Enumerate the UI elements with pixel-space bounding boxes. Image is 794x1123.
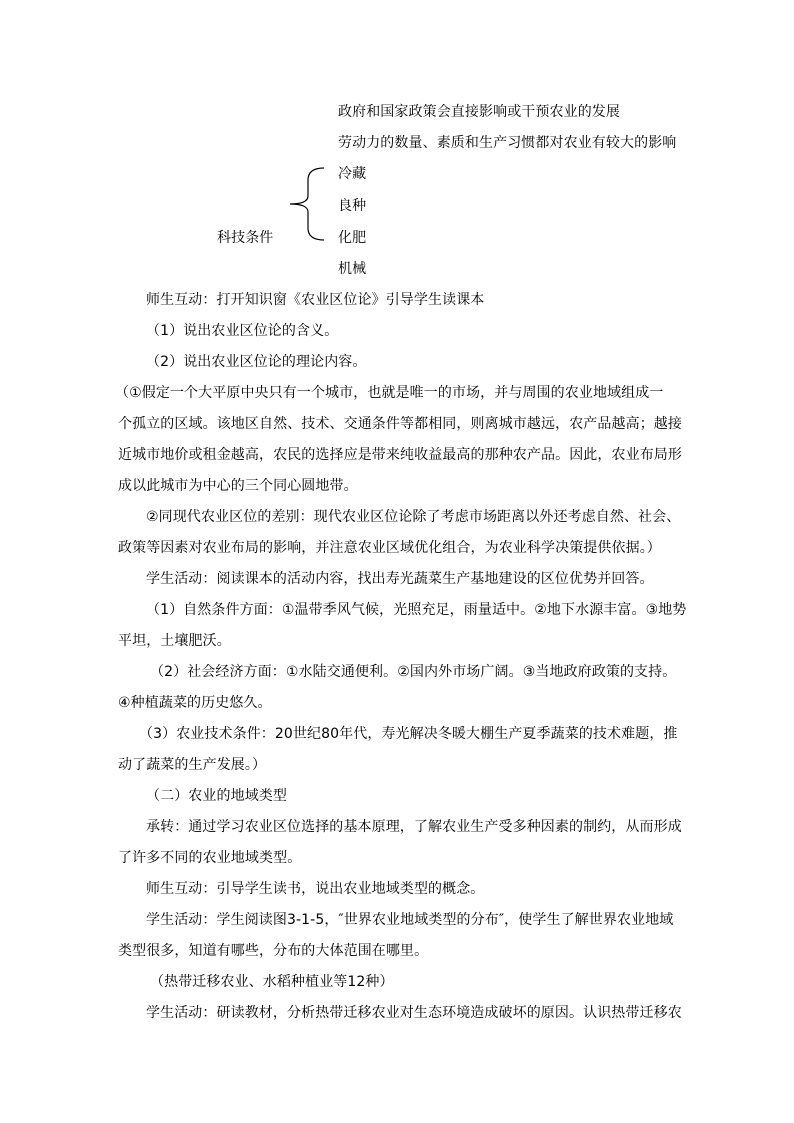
paragraph-line: （2）说出农业区位论的理论内容。 bbox=[146, 354, 367, 370]
paragraph-line: （2）社会经济方面：①水陆交通便利。②国内外市场广阔。③当地政府政策的支持。 bbox=[150, 664, 677, 680]
paragraph-line: ④种植蔬菜的历史悠久。 bbox=[118, 695, 272, 711]
tech-item: 化肥 bbox=[338, 230, 367, 246]
paragraph-line: 师生互动：引导学生读书，说出农业地域类型的概念。 bbox=[146, 881, 485, 897]
labor-factor-text: 劳动力的数量、素质和生产习惯都对农业有较大的影响 bbox=[338, 135, 677, 151]
paragraph-line: （热带迁移农业、水稻种植业等12种） bbox=[150, 974, 394, 990]
paragraph-line: 承转：通过学习农业区位选择的基本原理，了解农业生产受多种因素的制约，从而形成 bbox=[146, 819, 682, 835]
policy-factor-text: 政府和国家政策会直接影响或干预农业的发展 bbox=[338, 104, 620, 120]
paragraph-line: （3）农业技术条件：20世纪80年代，寿光解决冬暖大棚生产夏季蔬菜的技术难题，推 bbox=[139, 726, 678, 742]
paragraph-line: （①假定一个大平原中央只有一个城市，也就是唯一的市场，并与周围的农业地域组成一 bbox=[115, 385, 664, 401]
tech-conditions-label: 科技条件 bbox=[217, 230, 274, 246]
paragraph-line: 成以此城市为中心的三个同心圆地带。 bbox=[118, 478, 358, 494]
paragraph-line: （1）自然条件方面：①温带季风气候，光照充足，雨量适中。②地下水源丰富。③地势 bbox=[146, 602, 687, 618]
tech-item: 良种 bbox=[338, 198, 367, 214]
paragraph-line: 类型很多，知道有哪些，分布的大体范围在哪里。 bbox=[118, 943, 429, 959]
section-heading: （二）农业的地域类型 bbox=[146, 788, 287, 804]
paragraph-line: ②同现代农业区位的差别：现代农业区位论除了考虑市场距离以外还考虑自然、社会、 bbox=[146, 509, 681, 525]
paragraph-line: 学生活动：学生阅读图3-1-5，″世界农业地域类型的分布″，使学生了解世界农业地域 bbox=[146, 912, 674, 928]
paragraph-line: 政策等因素对农业布局的影响，并注意农业区域优化组合，为农业科学决策提供依据。） bbox=[118, 540, 661, 556]
paragraph-line: 近城市地价或租金越高，农民的选择应是带来纯收益最高的那种农产品。因此，农业布局形 bbox=[118, 447, 682, 463]
tech-item: 机械 bbox=[338, 261, 367, 277]
paragraph-line: 了许多不同的农业地域类型。 bbox=[118, 850, 302, 866]
paragraph-line: （1）说出农业区位论的含义。 bbox=[146, 323, 339, 339]
paragraph-line: 个孤立的区域。该地区自然、技术、交通条件等都相同，则离城市越远，农产品越高；越接 bbox=[118, 416, 682, 432]
curly-brace-icon bbox=[284, 166, 328, 242]
tech-item: 冷藏 bbox=[338, 166, 367, 182]
paragraph-line: 动了蔬菜的生产发展。） bbox=[118, 757, 267, 773]
paragraph-line: 师生互动：打开知识窗《农业区位论》引导学生读课本 bbox=[146, 292, 485, 308]
paragraph-line: 学生活动：研读教材，分析热带迁移农业对生态环境造成破坏的原因。认识热带迁移农 bbox=[146, 1005, 682, 1021]
paragraph-line: 学生活动：阅读课本的活动内容，找出寿光蔬菜生产基地建设的区位优势并回答。 bbox=[146, 571, 654, 587]
paragraph-line: 平坦，土壤肥沃。 bbox=[118, 633, 231, 649]
